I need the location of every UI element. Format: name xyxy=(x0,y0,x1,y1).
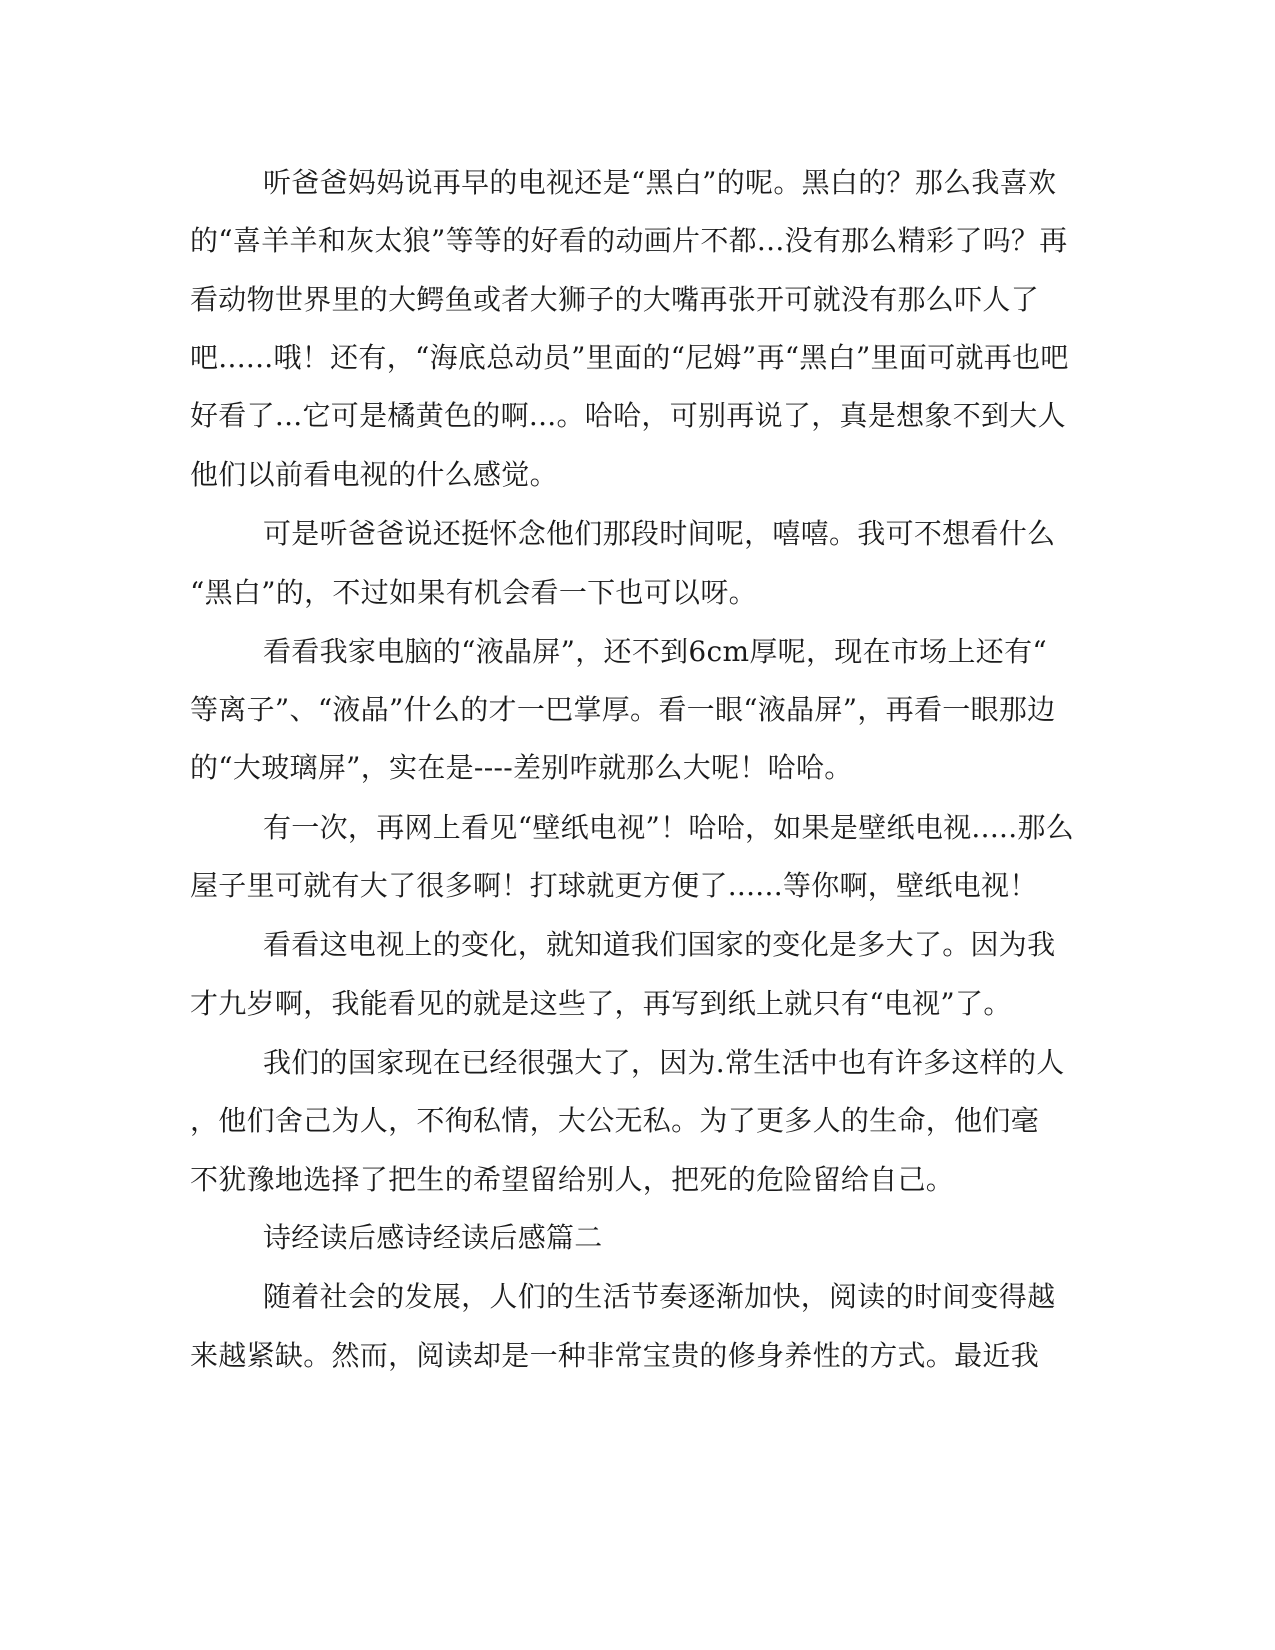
paragraph-line: 有一次，再网上看见“壁纸电视”！哈哈，如果是壁纸电视.....那么 xyxy=(263,811,1075,844)
paragraph-line: 随着社会的发展，人们的生活节奏逐渐加快，阅读的时间变得越 xyxy=(263,1280,1056,1313)
paragraph-line: 好看了...它可是橘黄色的啊...。哈哈，可别再说了，真是想象不到大人 xyxy=(190,399,1066,432)
paragraph-line: 看看我家电脑的“液晶屏”，还不到6cm厚呢，现在市场上还有“ xyxy=(263,635,1047,668)
paragraph-line: 来越紧缺。然而，阅读却是一种非常宝贵的修身养性的方式。最近我 xyxy=(190,1339,1040,1372)
paragraph-line: 看动物世界里的大鳄鱼或者大狮子的大嘴再张开可就没有那么吓人了 xyxy=(190,283,1040,316)
paragraph-line: 可是听爸爸说还挺怀念他们那段时间呢，嘻嘻。我可不想看什么 xyxy=(263,517,1056,550)
paragraph-line: ，他们舍己为人，不徇私情，大公无私。为了更多人的生命，他们毫 xyxy=(190,1104,1040,1137)
paragraph-line: 才九岁啊，我能看见的就是这些了，再写到纸上就只有“电视”了。 xyxy=(190,987,1012,1020)
paragraph-line: 我们的国家现在已经很强大了，因为.常生活中也有许多这样的人 xyxy=(263,1046,1065,1079)
paragraph-line: 吧......哦！还有，“海底总动员”里面的“尼姆”再“黑白”里面可就再也吧 xyxy=(190,341,1069,374)
paragraph-line: 屋子里可就有大了很多啊！打球就更方便了......等你啊，壁纸电视！ xyxy=(190,869,1038,902)
paragraph-line: “黑白”的，不过如果有机会看一下也可以呀。 xyxy=(190,576,757,609)
paragraph-line: 他们以前看电视的什么感觉。 xyxy=(190,458,558,491)
paragraph-line: 看看这电视上的变化，就知道我们国家的变化是多大了。因为我 xyxy=(263,928,1056,961)
paragraph-line: 的“大玻璃屏”，实在是----差别咋就那么大呢！哈哈。 xyxy=(190,751,853,784)
paragraph-line: 的“喜羊羊和灰太狼”等等的好看的动画片不都...没有那么精彩了吗？再 xyxy=(190,224,1068,257)
paragraph-line: 等离子”、“液晶”什么的才一巴掌厚。看一眼“液晶屏”，再看一眼那边 xyxy=(190,693,1056,726)
section-heading: 诗经读后感诗经读后感篇二 xyxy=(263,1221,603,1254)
paragraph-line: 听爸爸妈妈说再早的电视还是“黑白”的呢。黑白的？那么我喜欢 xyxy=(263,166,1057,199)
paragraph-line: 不犹豫地选择了把生的希望留给别人，把死的危险留给自己。 xyxy=(190,1163,955,1196)
